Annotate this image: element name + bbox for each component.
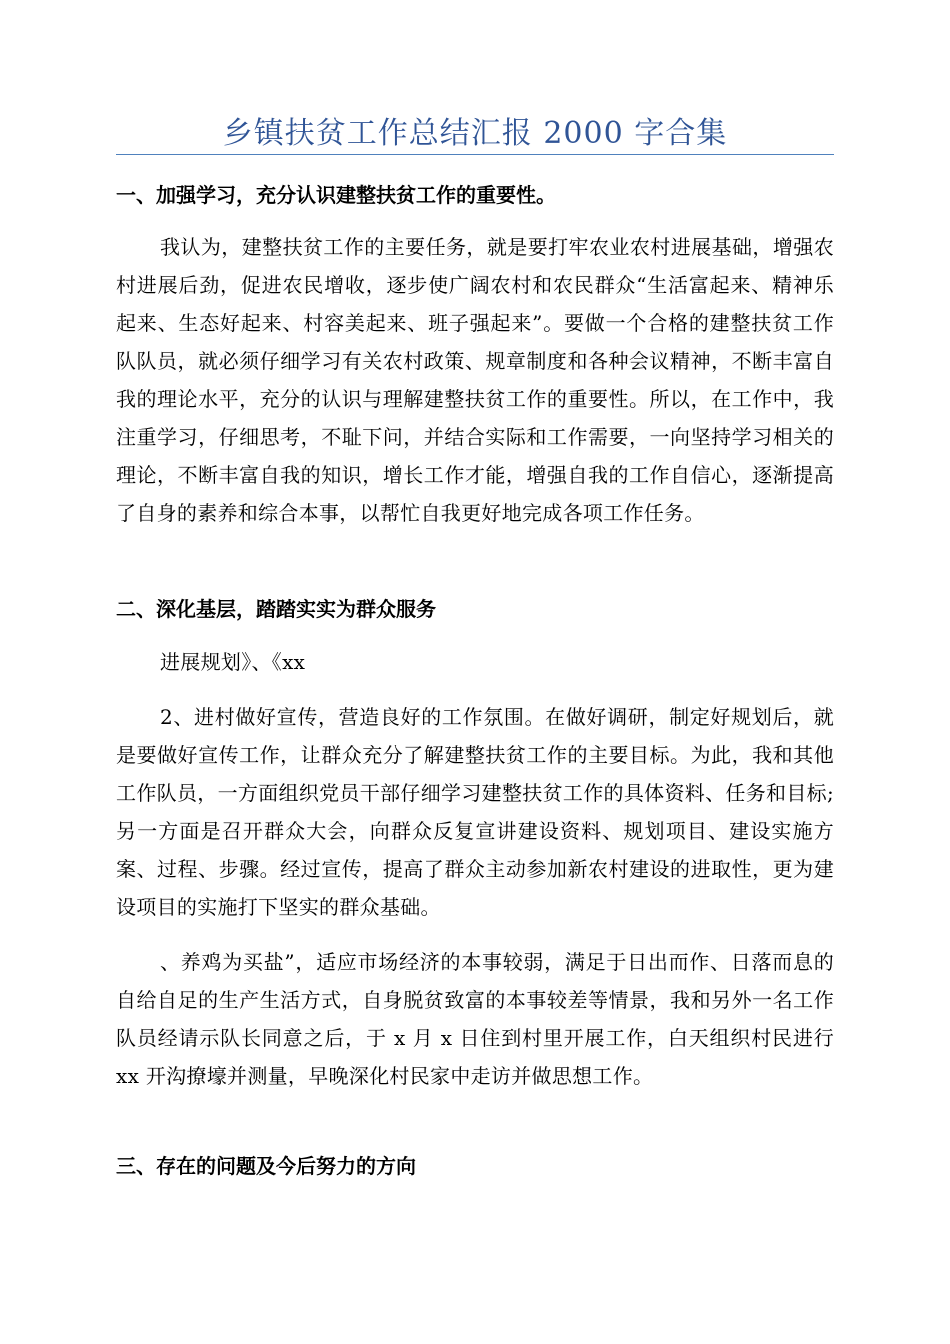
section-2-paragraph-1: 进展规划》、《xx: [160, 650, 306, 674]
title-underline: [116, 154, 834, 155]
document-title: 乡镇扶贫工作总结汇报 2000 字合集: [222, 116, 728, 151]
section-2-paragraph-2: 2、进村做好宣传，营造良好的工作氛围。在做好调研，制定好规划后，就是要做好宣传工作，让群众充分了解建整扶贫工作的主要目标。为此，我和其他工作队员，一方面组织党员干部仔细学习建整扶贫工作的具体资料、任务和目标;另一方面是召开群众大会，向群众反复宣讲建设资料、规划项目、建设实施方案、过程、步骤。经过宣传，提高了群众主动参加新农村建设的进取性，更为建设项目的实施打下坚实的群众基础。: [116, 705, 834, 919]
section-heading-2: 二、深化基层，踏踏实实为群众服务: [116, 597, 436, 621]
section-1-paragraph: 我认为，建整扶贫工作的主要任务，就是要打牢农业农村进展基础，增强农村进展后劲，促进农民增收，逐步使广阔农村和农民群众“生活富起来、精神乐起来、生态好起来、村容美起来、班子强起来”。要做一个合格的建整扶贫工作队队员，就必须仔细学习有关农村政策、规章制度和各种会议精神，不断丰富自我的理论水平，充分的认识与理解建整扶贫工作的重要性。所以，在工作中，我注重学习，仔细思考，不耻下问，并结合实际和工作需要，一向坚持学习相关的理论，不断丰富自我的知识，增长工作才能，增强自我的工作自信心，逐渐提高了自身的素养和综合本事，以帮忙自我更好地完成各项工作任务。: [116, 235, 834, 525]
section-2-paragraph-3: 、养鸡为买盐”，适应市场经济的本事较弱，满足于日出而作、日落而息的自给自足的生产生活方式，自身脱贫致富的本事较差等情景，我和另外一名工作队员经请示队长同意之后，于 x 月 x 日住到村里开展工作，白天组织村民进行 xx 开沟撩壕并测量，早晚深化村民家中走访并做思想工作。: [116, 950, 834, 1088]
section-heading-1: 一、加强学习，充分认识建整扶贫工作的重要性。: [116, 183, 556, 207]
section-heading-3: 三、存在的问题及今后努力的方向: [116, 1154, 416, 1178]
